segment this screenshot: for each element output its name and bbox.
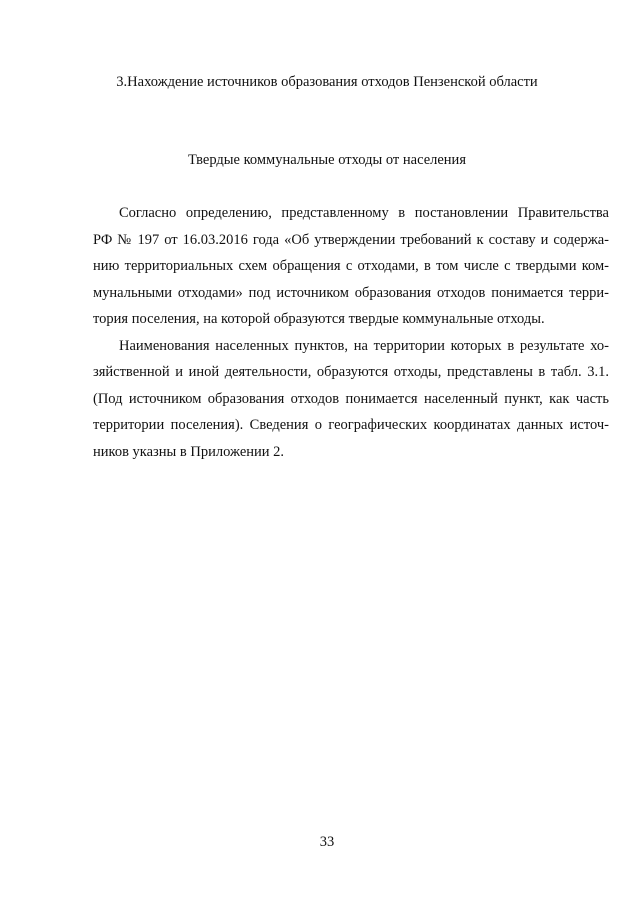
paragraph-line: зяйственной и иной деятельности, образуются отходы, представлены в табл. 3.1. <box>93 364 609 380</box>
section-title: Твердые коммунальные отходы от населения <box>188 152 466 168</box>
body-text <box>93 200 609 465</box>
paragraph-line: территории поселения). Сведения о географических координатах данных источ- <box>93 417 609 433</box>
paragraph-line: (Под источником образования отходов понимается населенный пункт, как часть <box>93 390 609 407</box>
paragraph-settlements <box>93 333 609 466</box>
paragraph-line: нию территориальных схем обращения с отходами, в том числе с твердыми ком- <box>93 258 609 274</box>
paragraph-line: ников указны в Приложении 2. <box>93 443 285 460</box>
paragraph-line: Наименования населенных пунктов, на территории которых в результате хо- <box>119 337 609 354</box>
paragraph-line: РФ № 197 от 16.03.2016 года «Об утверждении требований к составу и содержа- <box>93 231 609 248</box>
paragraph-line: Согласно определению, представленному в постановлении Правительства <box>119 205 609 221</box>
paragraph-line: тория поселения, на которой образуются твердые коммунальные отходы. <box>93 311 545 327</box>
page-number: 33 <box>319 834 335 850</box>
chapter-title: 3.Нахождение источников образования отходов Пензенской области <box>116 74 538 90</box>
paragraph-definition <box>93 200 609 333</box>
paragraph-line: мунальными отходами» под источником образования отходов понимается терри- <box>93 284 609 301</box>
